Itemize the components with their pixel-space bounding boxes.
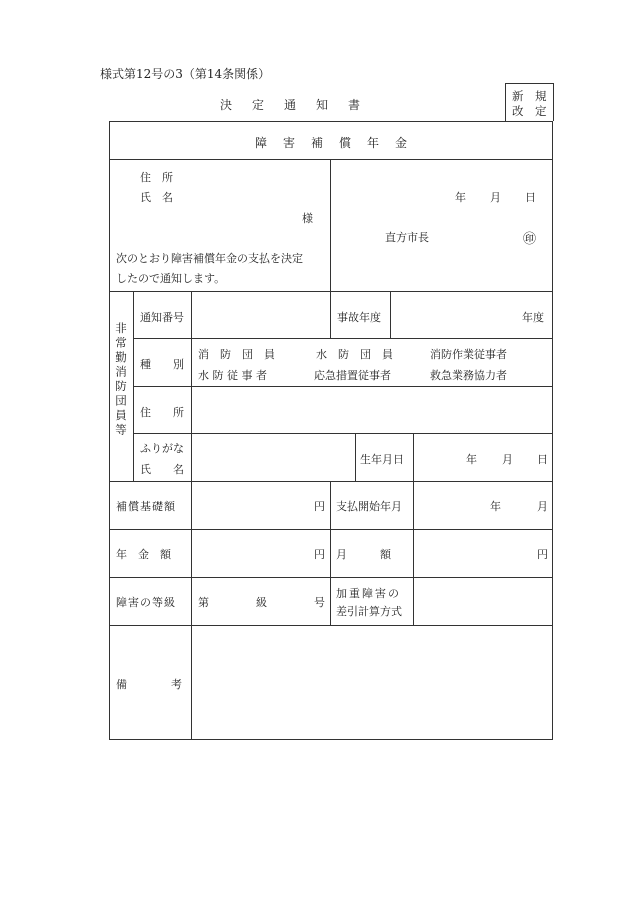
- aggravation-label-2: 差引計算方式: [336, 605, 402, 618]
- basic-amount-label: 補償基礎額: [116, 500, 176, 513]
- category-label: 種 別: [140, 358, 184, 371]
- accident-year-label: 事故年度: [337, 311, 381, 324]
- grade-suffix: 号: [314, 596, 325, 609]
- side-label: 非常勤消防団員等: [114, 322, 128, 438]
- category-option: 応急措置従事者: [314, 369, 391, 382]
- date-month: 月: [490, 191, 501, 204]
- birth-day: 日: [537, 453, 548, 466]
- grade-label: 障害の等級: [116, 596, 176, 609]
- category-option: 救急業務協力者: [430, 369, 507, 382]
- aggravation-label-1: 加重障害の: [336, 587, 401, 600]
- date-year: 年: [455, 191, 466, 204]
- monthly-amount-label: 月 額: [336, 548, 391, 561]
- category-option: 水 防 従 事 者: [198, 369, 267, 382]
- furigana-label: ふりがな: [140, 442, 184, 455]
- subtitle: 障 害 補 償 年 金: [255, 136, 410, 150]
- name-label-2: 氏 名: [140, 463, 184, 476]
- revise-label: 改 定: [512, 104, 547, 118]
- payment-start-year: 年: [490, 500, 501, 513]
- honorific: 様: [302, 212, 313, 225]
- remarks-label: 備 考: [116, 678, 182, 691]
- birth-date-label: 生年月日: [360, 453, 404, 466]
- birth-month: 月: [502, 453, 513, 466]
- form-id: 様式第12号の3（第14条関係）: [100, 67, 271, 81]
- grade-prefix: 第: [198, 596, 209, 609]
- address-label: 住 所: [140, 171, 173, 184]
- issuer: 直方市長: [385, 231, 429, 244]
- monthly-amount-yen: 円: [537, 548, 548, 561]
- notice-line-2: したので通知します。: [116, 272, 226, 285]
- new-label: 新 規: [512, 89, 547, 103]
- form-table: [109, 121, 553, 740]
- notice-line-1: 次のとおり障害補償年金の支払を決定: [116, 252, 303, 265]
- category-option: 消 防 団 員: [198, 348, 275, 361]
- birth-year: 年: [466, 453, 477, 466]
- seal-mark: ㊞: [523, 232, 537, 247]
- payment-start-month: 月: [537, 500, 548, 513]
- annual-amount-label: 年 金 額: [116, 548, 171, 561]
- fiscal-year-suffix: 年度: [522, 311, 544, 324]
- grade-mid: 級: [256, 596, 267, 609]
- notice-number-label: 通知番号: [140, 311, 184, 324]
- address-label-2: 住 所: [140, 406, 184, 419]
- category-option: 消防作業従事者: [430, 348, 507, 361]
- payment-start-label: 支払開始年月: [336, 500, 402, 513]
- annual-amount-yen: 円: [314, 548, 325, 561]
- date-day: 日: [525, 191, 536, 204]
- basic-amount-yen: 円: [314, 500, 325, 513]
- document-title: 決 定 通 知 書: [220, 98, 365, 112]
- category-option: 水 防 団 員: [316, 348, 393, 361]
- name-label: 氏 名: [140, 191, 173, 204]
